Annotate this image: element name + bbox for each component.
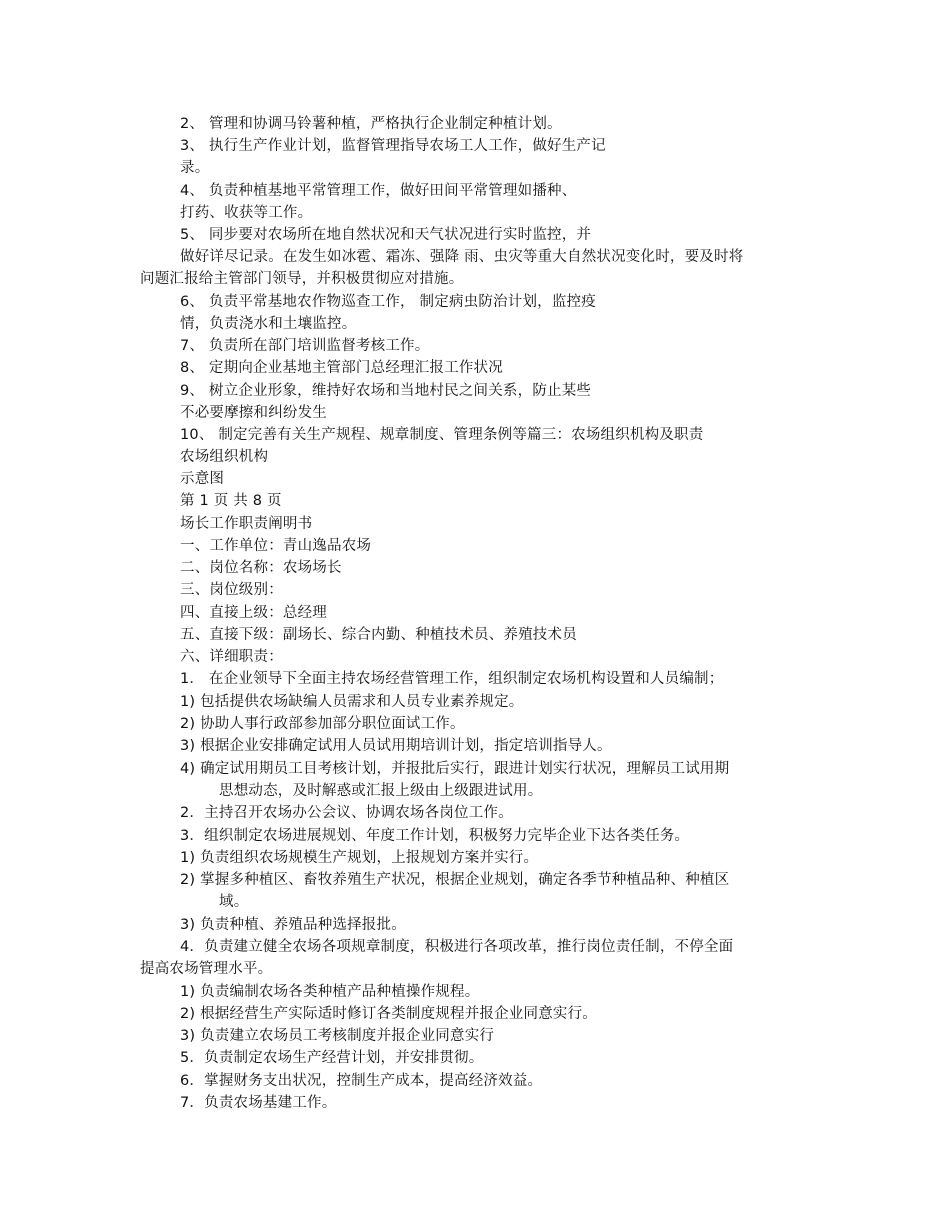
text-line: 一、工作单位：青山逸品农场 (180, 538, 372, 554)
section-title: 场长工作职责阐明书 (180, 516, 313, 532)
text-line: 7．负责农场基建工作。 (180, 1095, 337, 1111)
text-line: 3、 执行生产作业计划，监督管理指导农场工人工作，做好生产记 (180, 138, 606, 154)
text-line: 2、 管理和协调马铃薯种植，严格执行企业制定种植计划。 (180, 116, 562, 132)
text-line: 4) 确定试用期员工目考核计划，并报批后实行，跟进计划实行状况，理解员工试用期 (180, 761, 730, 777)
text-line: 4．负责建立健全农场各项规章制度，积极进行各项改革，推行岗位责任制，不停全面 (180, 939, 734, 955)
text-line: 五、直接下级：副场长、综合内勤、种植技术员、养殖技术员 (180, 627, 577, 643)
text-line: 不必要摩擦和纠纷发生 (180, 405, 327, 421)
text-line: 录。 (180, 160, 210, 176)
text-line: 1． 在企业领导下全面主持农场经营管理工作，组织制定农场机构设置和人员编制； (180, 671, 724, 687)
text-line: 6．掌握财务支出状况，控制生产成本，提高经济效益。 (180, 1073, 543, 1089)
text-line: 3．组织制定农场进展规划、年度工作计划，积极努力完毕企业下达各类任务。 (180, 828, 690, 844)
text-line: 1) 负责编制农场各类种植产品种植操作规程。 (180, 984, 480, 1000)
text-line: 1) 包括提供农场缺编人员需求和人员专业素养规定。 (180, 694, 524, 710)
text-line: 二、岗位名称：农场场长 (180, 560, 342, 576)
text-line: 做好详尽记录。在发生如冰雹、霜冻、强降 雨、虫灾等重大自然状况变化时，要及时将 (180, 249, 744, 265)
text-line: 9、 树立企业形象，维持好农场和当地村民之间关系，防止某些 (180, 383, 592, 399)
text-line: 1) 负责组织农场规模生产规划，上报规划方案并实行。 (180, 850, 539, 866)
text-line: 六、详细职责： (180, 649, 283, 665)
text-line: 打药、收获等工作。 (180, 205, 313, 221)
page-number: 第 1 页 共 8 页 (180, 493, 282, 509)
text-line: 10、 制定完善有关生产规程、规章制度、管理条例等篇三：农场组织机构及职责 (180, 427, 704, 443)
text-line: 2) 根据经营生产实际适时修订各类制度规程并报企业同意实行。 (180, 1006, 597, 1022)
text-line: 思想动态，及时解惑或汇报上级由上级跟进试用。 (219, 783, 543, 799)
text-line: 四、直接上级：总经理 (180, 605, 327, 621)
text-line: 情，负责浇水和土壤监控。 (180, 316, 357, 332)
text-line: 示意图 (180, 471, 225, 487)
text-line: 2) 掌握多种植区、畜牧养殖生产状况，根据企业规划，确定各季节种植品种、种植区 (180, 872, 730, 888)
text-line: 5．负责制定农场生产经营计划，并安排贯彻。 (180, 1050, 484, 1066)
text-line: 三、岗位级别： (180, 582, 283, 598)
text-line: 6、 负责平常基地农作物巡查工作， 制定病虫防治计划，监控疫 (180, 294, 596, 310)
text-line: 域。 (219, 894, 249, 910)
text-line: 4、 负责种植基地平常管理工作，做好田间平常管理如播种、 (180, 183, 577, 199)
text-line: 7、 负责所在部门培训监督考核工作。 (180, 338, 430, 354)
text-line: 提高农场管理水平。 (140, 961, 273, 977)
text-line: 8、 定期向企业基地主管部门总经理汇报工作状况 (180, 360, 503, 376)
text-line: 2) 协助人事行政部参加部分职位面试工作。 (180, 716, 465, 732)
text-line: 问题汇报给主管部门领导，并积极贯彻应对措施。 (140, 271, 464, 287)
text-line: 3) 根据企业安排确定试用人员试用期培训计划，指定培训指导人。 (180, 738, 612, 754)
text-line: 2．主持召开农场办公会议、协调农场各岗位工作。 (180, 805, 513, 821)
text-line: 5、 同步要对农场所在地自然状况和天气状况进行实时监控，并 (180, 227, 592, 243)
text-line: 3) 负责建立农场员工考核制度并报企业同意实行 (180, 1028, 495, 1044)
text-line: 农场组织机构 (180, 449, 269, 465)
text-line: 3) 负责种植、养殖品种选择报批。 (180, 917, 406, 933)
